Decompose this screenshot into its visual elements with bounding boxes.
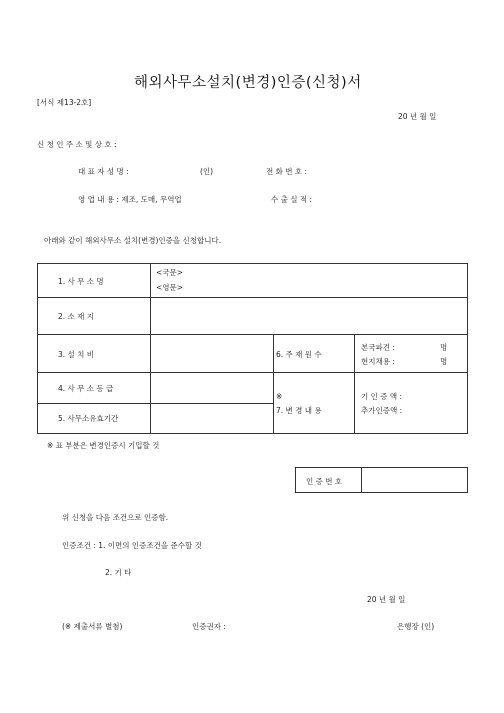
- approval-text: 위 신청을 다음 조건으로 인증함.: [62, 513, 169, 522]
- grade-label: 4. 사 무 소 등 급: [58, 384, 114, 393]
- export-label: 수 출 실 적 :: [271, 195, 313, 204]
- asterisk-mark: ※: [276, 392, 283, 401]
- representative-label: 대 표 자 성 명 :: [78, 167, 129, 176]
- applicant-address-label: 신 청 인 주 소 및 상 호 :: [37, 140, 117, 149]
- form-code: [서식 제13-2호]: [37, 98, 92, 107]
- office-name-korean: <국문>: [156, 268, 184, 277]
- office-name-label: 1. 사 무 소 명: [58, 277, 104, 286]
- certified-amount-label: 기 인 증 액 :: [361, 392, 403, 401]
- cert-number-label: 인 증 번 호: [306, 477, 343, 486]
- intro-text: 아래와 같이 해외사무소 설치(변경)인증을 신청합니다.: [44, 236, 222, 245]
- certifier-label: 인증권자 :: [192, 622, 226, 631]
- application-table: [37, 263, 468, 434]
- page-title: 해외사무소설치(변경)인증(신청)서: [134, 75, 362, 91]
- staff-count-label: 6. 주 재 원 수: [276, 350, 322, 359]
- condition-1: 인증조건 : 1. 이면의 인증조건을 준수할 것: [62, 541, 202, 550]
- install-cost-label: 3. 설 치 비: [58, 350, 95, 359]
- condition-2: 2. 기 타: [105, 568, 132, 577]
- staff-hq-label: 본국파견 :: [361, 343, 395, 352]
- phone-label: 전 화 번 호 :: [266, 167, 308, 176]
- change-details-label: 7. 변 경 내 용: [276, 406, 322, 415]
- staff-local-label: 현지채용 :: [361, 357, 395, 366]
- bank-seal: 은행장 (인): [397, 622, 435, 631]
- attached-documents-note: (※ 제출서류 별첨): [62, 622, 123, 631]
- date-bottom: 20 년 월 일: [367, 595, 406, 604]
- change-note: ※ 표 부분은 변경인증시 기입할 것: [47, 441, 160, 450]
- staff-hq-unit: 명: [440, 343, 448, 352]
- additional-amount-label: 추가인증액 :: [361, 406, 403, 415]
- location-label: 2. 소 재 지: [58, 312, 95, 321]
- office-name-english: <영문>: [156, 283, 184, 292]
- seal-mark: (인): [200, 167, 214, 176]
- business-label: 영 업 내 용 : 제조, 도매, 무역업: [78, 195, 182, 204]
- validity-period-label: 5. 사무소유효기간: [58, 414, 119, 423]
- date-top: 20 년 월 일: [398, 112, 437, 121]
- staff-local-unit: 명: [440, 357, 448, 366]
